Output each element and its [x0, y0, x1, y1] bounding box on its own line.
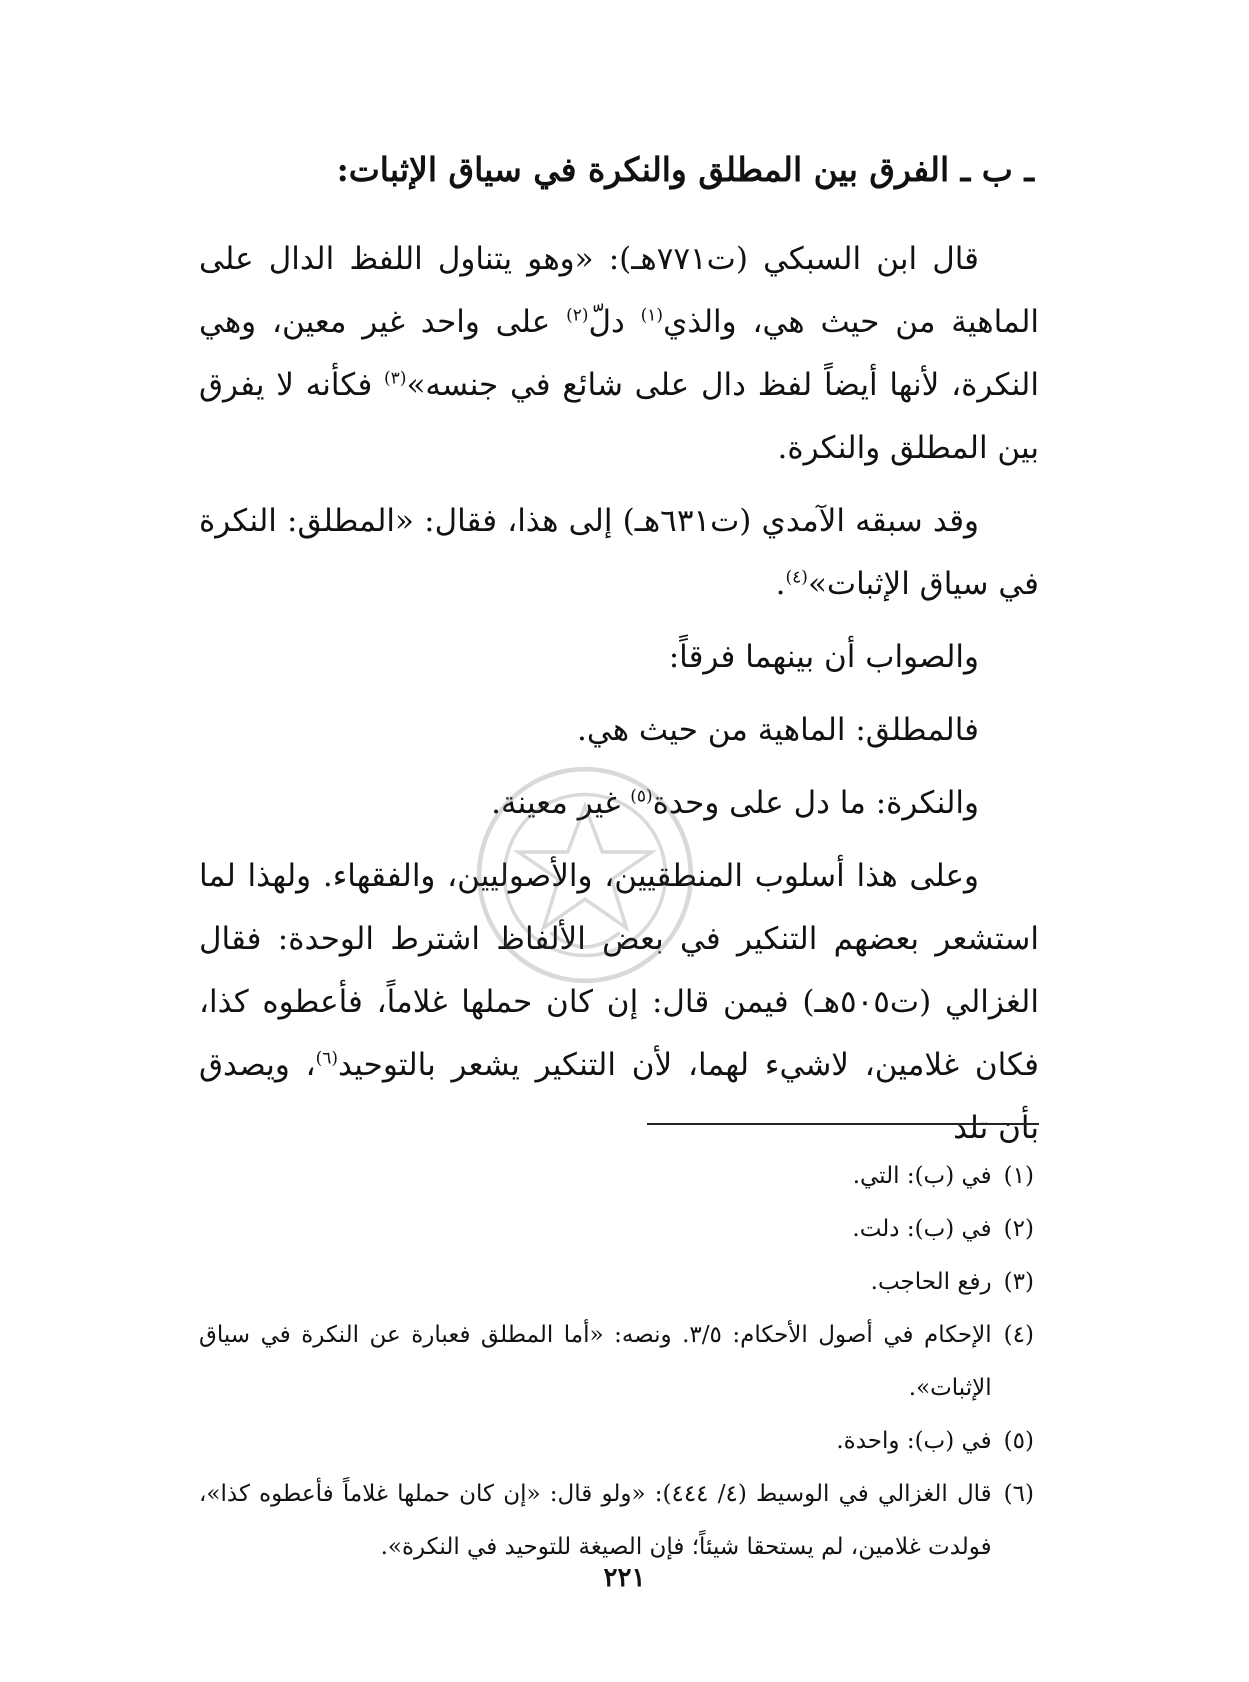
footnote [199, 1415, 1034, 1468]
paragraph-text: دلّ [588, 304, 641, 340]
footnote [199, 1468, 1034, 1574]
footnote-reference: (١) [640, 305, 664, 326]
footnote-reference: (٦) [315, 1048, 339, 1069]
footnote-text: قال الغزالي في الوسيط (٤/ ٤٤٤): «ولو قال: «إن كان حملها غلاماً فأعطوه كذا»، فولدت غلامين، لم يستحقا شيئاً؛ فإن الصيغة للتوحيد في النكرة». [199, 1481, 992, 1560]
body-text [199, 228, 1039, 1160]
paragraph-text: والنكرة: ما دل على وحدة [652, 785, 979, 821]
footnote-number: (٦) [1003, 1481, 1034, 1507]
paragraph-text: على واحد غير معين، وهي النكرة، لأنها أيضاً لفظ دال على شائع في جنسه» [199, 304, 1039, 403]
body-paragraph [199, 626, 1039, 689]
footnote-text: الإحكام في أصول الأحكام: ٣/٥. ونصه: «أما المطلق فعبارة عن النكرة في سياق الإثبات». [199, 1322, 992, 1401]
footnote [199, 1256, 1034, 1309]
paragraph-text: والصواب أن بينهما فرقاً: [668, 639, 979, 675]
footnote-text: في (ب): دلت. [852, 1216, 992, 1242]
footnote-text: في (ب): التي. [852, 1163, 992, 1189]
footnote-number: (٥) [1003, 1428, 1034, 1454]
paragraph-text: وقد سبقه الآمدي (ت٦٣١هـ) إلى هذا، فقال: «المطلق: النكرة في سياق الإثبات» [199, 503, 1039, 602]
footnote-text: رفع الحاجب. [870, 1269, 992, 1295]
body-paragraph [199, 228, 1039, 480]
footnote [199, 1203, 1034, 1256]
paragraph-text: قال ابن السبكي (ت٧٧١هـ): «وهو يتناول اللفظ الدال على الماهية من حيث هي، والذي [199, 241, 1039, 340]
body-paragraph [199, 490, 1039, 616]
footnote-number: (١) [1003, 1163, 1034, 1189]
footnote-number: (٤) [1003, 1322, 1034, 1348]
footnote-number: (٢) [1003, 1216, 1034, 1242]
footnote-reference: (٢) [566, 305, 589, 326]
footnote-reference: (٤) [785, 567, 808, 588]
footnote-reference: (٥) [630, 786, 653, 807]
library-seal-watermark [470, 760, 700, 990]
page-number: ٢٢١ [603, 1563, 646, 1593]
paragraph-text: فالمطلق: الماهية من حيث هي. [577, 712, 979, 748]
paragraph-text: وعلى هذا أسلوب المنطقيين، والأصوليين، والفقهاء. ولهذا لما استشعر بعضهم التنكير في بعض الألفاظ اشترط الوحدة: فقال الغزالي (ت٥٠٥هـ) فيمن قال: إن كان حملها غلاماً، فأعطوه كذا، فكان غلامين، لاشيء لهما، لأن التنكير يشعر بالتوحيد [199, 858, 1039, 1083]
footnote [199, 1309, 1034, 1415]
footnote-reference: (٣) [384, 368, 407, 389]
footnote-number: (٣) [1003, 1269, 1034, 1295]
body-paragraph [199, 699, 1039, 762]
section-heading: ـ ب ـ الفرق بين المطلق والنكرة في سياق الإثبات: [336, 150, 1034, 189]
paragraph-text: فكأنه لا يفرق بين المطلق والنكرة. [199, 367, 1039, 466]
paragraph-text: ، ويصدق بأن تلد [199, 1047, 1039, 1146]
paragraph-text: غير معينة. [491, 785, 631, 821]
footnote-text: في (ب): واحدة. [836, 1428, 992, 1454]
footnote [199, 1150, 1034, 1203]
footnotes [199, 1150, 1034, 1574]
footnote-separator [647, 1123, 1039, 1125]
paragraph-text: . [775, 566, 786, 602]
